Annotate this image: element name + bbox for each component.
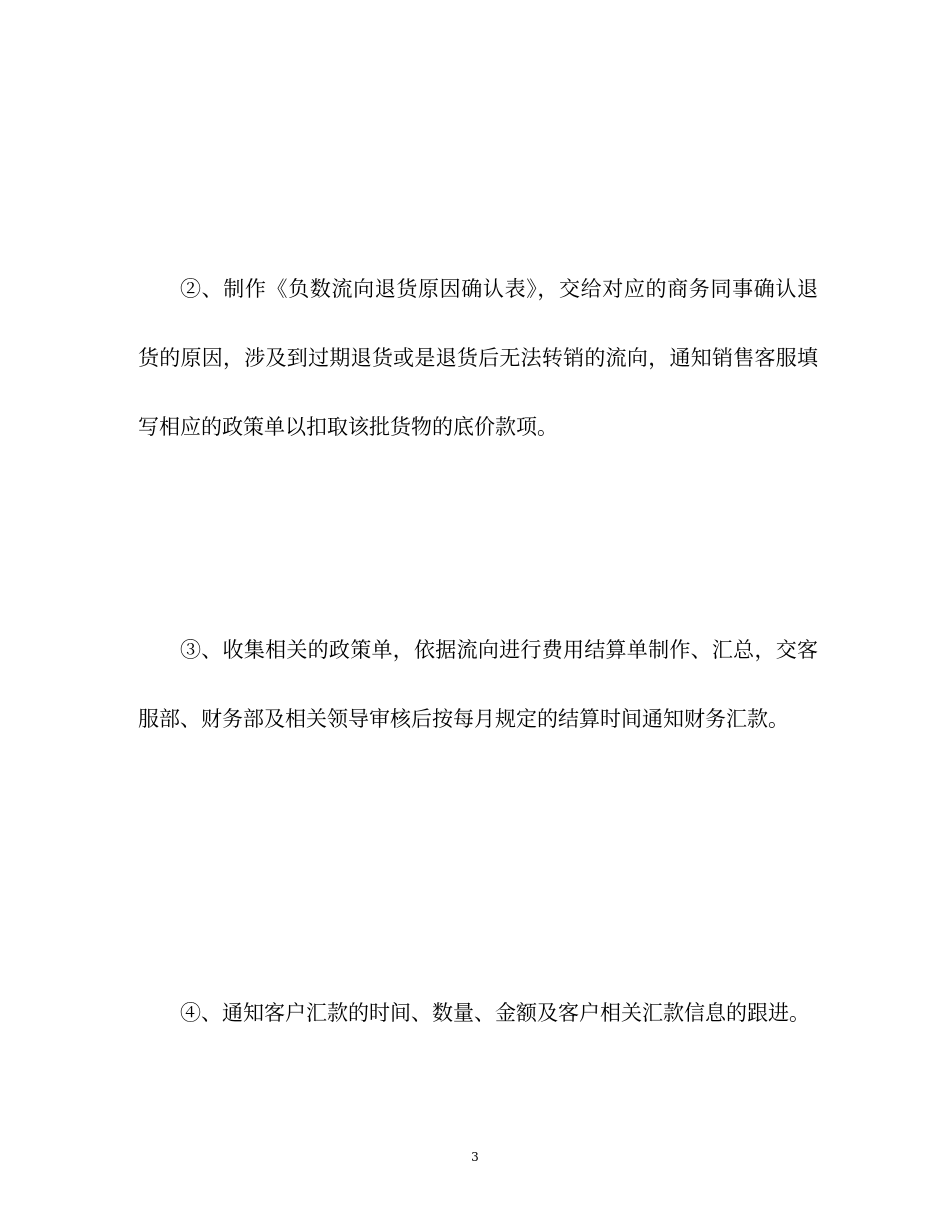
paragraph-step-2: ②、制作《负数流向退货原因确认表》，交给对应的商务同事确认退货的原因，涉及到过期退货或是退货后无法转销的流向，通知销售客服填写相应的政策单以扣取该批货物的底价款项。 xyxy=(138,277,818,439)
paragraph-step-4: ④、通知客户汇款的时间、数量、金额及客户相关汇款信息的跟进。 xyxy=(180,1001,810,1025)
page-number: 3 xyxy=(471,1150,479,1164)
paragraph-step-3: ③、收集相关的政策单，依据流向进行费用结算单制作、汇总，交客服部、财务部及相关领导审核后按每月规定的结算时间通知财务汇款。 xyxy=(138,638,818,731)
